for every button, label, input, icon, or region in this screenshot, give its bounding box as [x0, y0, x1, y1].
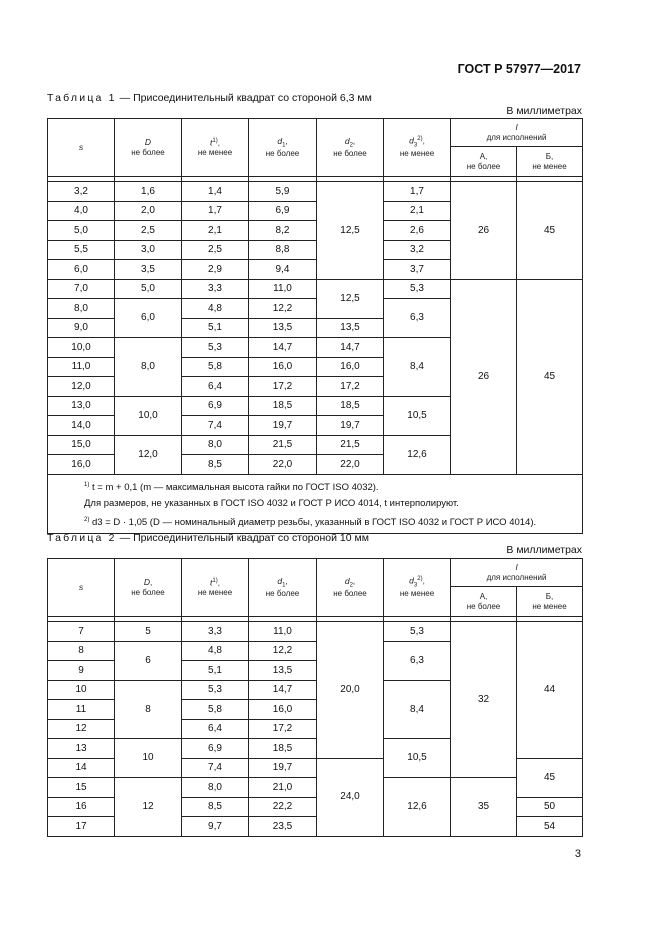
- cell-d3: 5,3: [384, 279, 451, 299]
- cell-s: 12: [48, 719, 115, 739]
- cell-t: 8,0: [182, 435, 249, 455]
- header-t: $t^{1)}$, не менее: [182, 559, 249, 617]
- note-2: $^{2)}$ d3 = D · 1,05 (D — номинальный диаметр резьбы, указанный в ГОСТ ISO 4032 и ГОСТ Р ИСО 4014).: [84, 516, 537, 528]
- cell-s: 6,0: [48, 260, 115, 280]
- header-D: D не более: [115, 119, 182, 177]
- table2: [47, 558, 583, 837]
- cell-t: 9,7: [182, 817, 249, 837]
- cell-s: 8: [48, 641, 115, 661]
- cell-D: 12: [115, 778, 182, 837]
- cell-t: 5,8: [182, 357, 249, 377]
- cell-s: 13,0: [48, 396, 115, 416]
- table2-caption-word: Таблица 2: [47, 532, 117, 544]
- header-lA: А, не более: [451, 587, 517, 617]
- standard-code: ГОСТ Р 57977—2017: [457, 62, 581, 76]
- cell-s: 14: [48, 758, 115, 778]
- cell-D: 8,0: [115, 338, 182, 397]
- cell-d1: 23,5: [249, 817, 317, 837]
- cell-d2: 14,7: [317, 338, 384, 358]
- cell-d1: 6,9: [249, 201, 317, 221]
- cell-s: 7,0: [48, 279, 115, 299]
- cell-t: 1,7: [182, 201, 249, 221]
- cell-d3: 10,5: [384, 739, 451, 778]
- cell-t: 6,4: [182, 719, 249, 739]
- cell-d1: 19,7: [249, 758, 317, 778]
- cell-s: 16,0: [48, 455, 115, 475]
- table1-notes: [48, 474, 583, 533]
- header-lB: Б, не менее: [517, 587, 583, 617]
- cell-t: 4,8: [182, 299, 249, 319]
- cell-d3: 12,6: [384, 435, 451, 474]
- note-1b: Для размеров, не указанных в ГОСТ ISO 4032 и ГОСТ Р ИСО 4014, t интерполируют.: [84, 497, 459, 509]
- table1-caption-text: — Присоединительный квадрат со стороной 6,3 мм: [116, 92, 372, 104]
- cell-D: 5: [115, 622, 182, 642]
- cell-d3: 2,6: [384, 221, 451, 241]
- cell-D: 2,5: [115, 221, 182, 241]
- cell-lB: 54: [517, 817, 583, 837]
- cell-t: 5,1: [182, 661, 249, 681]
- cell-d2: 20,0: [317, 622, 384, 759]
- header-l: l для исполнений: [451, 119, 583, 147]
- table1-caption: [47, 92, 372, 104]
- cell-s: 14,0: [48, 416, 115, 436]
- cell-d1: 9,4: [249, 260, 317, 280]
- cell-d1: 19,7: [249, 416, 317, 436]
- cell-lA: 32: [451, 622, 517, 778]
- cell-t: 5,3: [182, 338, 249, 358]
- cell-d3: 1,7: [384, 182, 451, 202]
- cell-d3: 6,3: [384, 641, 451, 680]
- cell-d2: 24,0: [317, 758, 384, 836]
- table-row: [48, 778, 583, 798]
- cell-D: 1,6: [115, 182, 182, 202]
- cell-d1: 18,5: [249, 396, 317, 416]
- cell-t: 5,1: [182, 318, 249, 338]
- cell-d1: 12,2: [249, 641, 317, 661]
- cell-t: 2,9: [182, 260, 249, 280]
- cell-d1: 8,8: [249, 240, 317, 260]
- cell-s: 10: [48, 680, 115, 700]
- cell-d1: 18,5: [249, 739, 317, 759]
- cell-lA: 26: [451, 279, 517, 474]
- cell-d1: 14,7: [249, 338, 317, 358]
- cell-s: 4,0: [48, 201, 115, 221]
- cell-t: 2,1: [182, 221, 249, 241]
- cell-D: 3,0: [115, 240, 182, 260]
- cell-t: 1,4: [182, 182, 249, 202]
- cell-lB: 45: [517, 758, 583, 797]
- cell-d1: 11,0: [249, 279, 317, 299]
- cell-t: 3,3: [182, 279, 249, 299]
- cell-d1: 17,2: [249, 719, 317, 739]
- cell-s: 17: [48, 817, 115, 837]
- cell-t: 8,0: [182, 778, 249, 798]
- cell-s: 12,0: [48, 377, 115, 397]
- cell-lB: 45: [517, 182, 583, 280]
- header-d2: $d_2$, не более: [317, 119, 384, 177]
- cell-s: 5,5: [48, 240, 115, 260]
- cell-lA: 35: [451, 778, 517, 837]
- cell-d3: 10,5: [384, 396, 451, 435]
- cell-d1: 5,9: [249, 182, 317, 202]
- table-row: [48, 182, 583, 202]
- cell-t: 7,4: [182, 758, 249, 778]
- cell-d1: 17,2: [249, 377, 317, 397]
- cell-d1: 11,0: [249, 622, 317, 642]
- header-d1: $d_1$, не более: [249, 559, 317, 617]
- cell-s: 13: [48, 739, 115, 759]
- table1-units: В миллиметрах: [506, 105, 582, 117]
- header-s: s: [48, 119, 115, 177]
- cell-t: 5,3: [182, 680, 249, 700]
- header-d3: $d_3^{2)}$, не менее: [384, 119, 451, 177]
- header-t: $t^{1)}$, не менее: [182, 119, 249, 177]
- cell-d2: 16,0: [317, 357, 384, 377]
- cell-d3: 3,2: [384, 240, 451, 260]
- cell-s: 3,2: [48, 182, 115, 202]
- cell-d1: 8,2: [249, 221, 317, 241]
- header-d1: $d_1$, не более: [249, 119, 317, 177]
- cell-D: 5,0: [115, 279, 182, 299]
- cell-t: 2,5: [182, 240, 249, 260]
- cell-t: 6,4: [182, 377, 249, 397]
- header-lA: А, не более: [451, 147, 517, 177]
- header-s: s: [48, 559, 115, 617]
- cell-d1: 14,7: [249, 680, 317, 700]
- cell-D: 8: [115, 680, 182, 739]
- cell-s: 16: [48, 797, 115, 817]
- cell-s: 9,0: [48, 318, 115, 338]
- table-row: [48, 622, 583, 642]
- table2-caption-text: — Присоединительный квадрат со стороной 10 мм: [116, 532, 369, 544]
- cell-d2: 12,5: [317, 182, 384, 280]
- cell-d3: 2,1: [384, 201, 451, 221]
- table2-units: В миллиметрах: [506, 544, 582, 556]
- cell-s: 9: [48, 661, 115, 681]
- cell-d2: 13,5: [317, 318, 384, 338]
- cell-d1: 22,2: [249, 797, 317, 817]
- cell-t: 4,8: [182, 641, 249, 661]
- header-l: l для исполнений: [451, 559, 583, 587]
- cell-D: 3,5: [115, 260, 182, 280]
- cell-d1: 22,0: [249, 455, 317, 475]
- note-1: $^{1)}$ t = m + 0,1 (m — максимальная высота гайки по ГОСТ ISO 4032).: [84, 481, 379, 493]
- cell-d3: 8,4: [384, 338, 451, 397]
- cell-d1: 16,0: [249, 357, 317, 377]
- cell-t: 8,5: [182, 455, 249, 475]
- cell-d1: 12,2: [249, 299, 317, 319]
- cell-d2: 19,7: [317, 416, 384, 436]
- cell-t: 3,3: [182, 622, 249, 642]
- cell-s: 7: [48, 622, 115, 642]
- cell-s: 10,0: [48, 338, 115, 358]
- cell-D: 10: [115, 739, 182, 778]
- cell-s: 15: [48, 778, 115, 798]
- cell-d2: 21,5: [317, 435, 384, 455]
- cell-d2: 17,2: [317, 377, 384, 397]
- cell-D: 6: [115, 641, 182, 680]
- cell-d1: 21,0: [249, 778, 317, 798]
- header-lB: Б, не менее: [517, 147, 583, 177]
- cell-lB: 50: [517, 797, 583, 817]
- cell-t: 6,9: [182, 739, 249, 759]
- header-d2: $d_2$, не более: [317, 559, 384, 617]
- cell-d3: 8,4: [384, 680, 451, 739]
- cell-t: 6,9: [182, 396, 249, 416]
- table1-caption-word: Таблица 1: [47, 92, 117, 104]
- cell-D: 12,0: [115, 435, 182, 474]
- cell-d1: 13,5: [249, 318, 317, 338]
- cell-s: 11,0: [48, 357, 115, 377]
- cell-lA: 26: [451, 182, 517, 280]
- cell-D: 2,0: [115, 201, 182, 221]
- cell-s: 15,0: [48, 435, 115, 455]
- cell-lB: 44: [517, 622, 583, 759]
- cell-t: 7,4: [182, 416, 249, 436]
- cell-d1: 21,5: [249, 435, 317, 455]
- cell-D: 10,0: [115, 396, 182, 435]
- cell-lB: 45: [517, 279, 583, 474]
- table-row: [48, 279, 583, 299]
- page-number: 3: [574, 848, 581, 860]
- cell-d3: 3,7: [384, 260, 451, 280]
- header-D: D, не более: [115, 559, 182, 617]
- cell-d3: 12,6: [384, 778, 451, 837]
- cell-t: 8,5: [182, 797, 249, 817]
- table1: [47, 118, 583, 534]
- cell-t: 5,8: [182, 700, 249, 720]
- cell-d2: 18,5: [317, 396, 384, 416]
- cell-s: 11: [48, 700, 115, 720]
- cell-D: 6,0: [115, 299, 182, 338]
- cell-d3: 6,3: [384, 299, 451, 338]
- table2-caption: [47, 532, 369, 544]
- cell-d1: 13,5: [249, 661, 317, 681]
- cell-d1: 16,0: [249, 700, 317, 720]
- cell-s: 5,0: [48, 221, 115, 241]
- header-d3: $d_3^{2)}$, не менее: [384, 559, 451, 617]
- cell-d3: 5,3: [384, 622, 451, 642]
- cell-s: 8,0: [48, 299, 115, 319]
- cell-d2: 12,5: [317, 279, 384, 318]
- cell-d2: 22,0: [317, 455, 384, 475]
